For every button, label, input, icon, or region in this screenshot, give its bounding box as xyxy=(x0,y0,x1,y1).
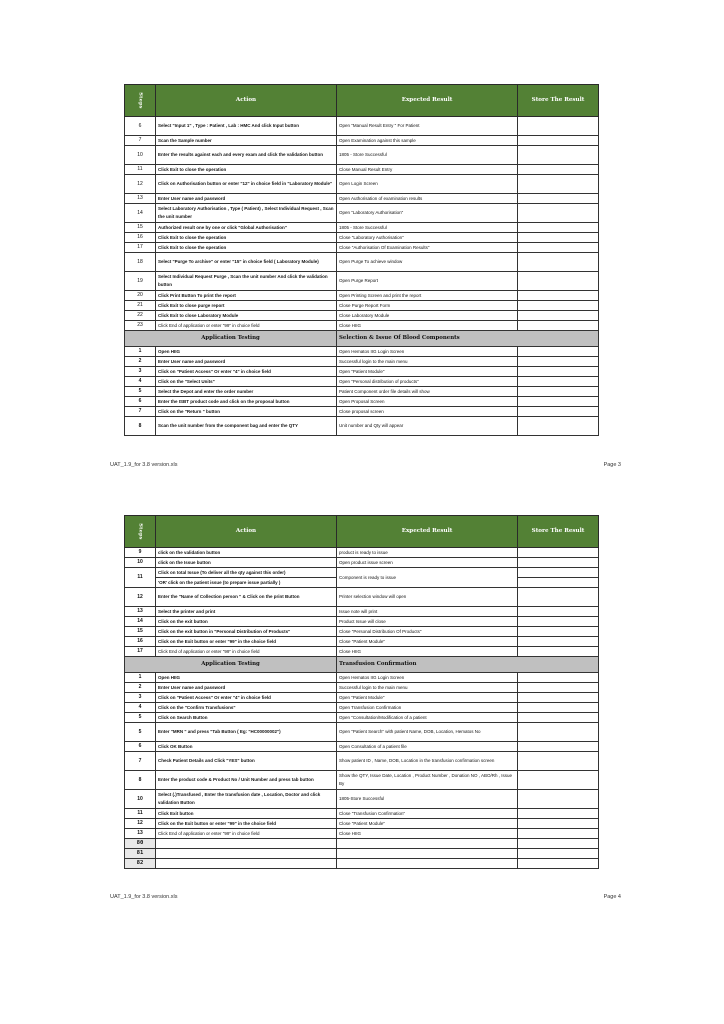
expected-result-cell: Open "Patient Search" with patient Name, DOB, Location, Hematos No xyxy=(337,723,518,742)
step-number: 21 xyxy=(125,301,156,311)
store-result-cell[interactable] xyxy=(518,819,599,829)
action-cell: Click End of application or enter "99" in choice field xyxy=(156,829,337,839)
action-cell-alternative: 'OR' click on the patient issue (to prepare issue partially ) xyxy=(156,578,337,588)
store-result-cell[interactable] xyxy=(518,136,599,146)
expected-result-cell: Close "Personal Distribution Of Products" xyxy=(337,627,518,637)
store-result-cell[interactable] xyxy=(518,253,599,272)
expected-result-cell: Open Hematos IIG Login Screen xyxy=(337,347,518,357)
action-cell: Click Exit to close Laboratory Module xyxy=(156,311,337,321)
action-cell: Click on the exit button xyxy=(156,617,337,627)
store-result-cell[interactable] xyxy=(518,194,599,204)
expected-result-cell: Open Consultation of a patient file xyxy=(337,742,518,752)
expected-result-cell: Patient Component order file details will show xyxy=(337,387,518,397)
store-result-cell[interactable] xyxy=(518,588,599,607)
expected-result-cell: Close "Patient Module" xyxy=(337,637,518,647)
test-steps-table-page-4 xyxy=(124,515,599,869)
store-result-cell[interactable] xyxy=(518,723,599,742)
table-row-empty xyxy=(125,849,599,859)
store-result-cell[interactable] xyxy=(518,578,599,588)
step-number: 10 xyxy=(125,790,156,809)
step-number: 2 xyxy=(125,683,156,693)
test-steps-table-page-3 xyxy=(124,84,599,436)
store-result-cell[interactable] xyxy=(518,771,599,790)
expected-result-cell: Open Purge To achieve window xyxy=(337,253,518,272)
expected-result-cell: Show the QTY, Issue Date, Location , Product Number , Donation NO , ABO/Rh , Issue By xyxy=(337,771,518,790)
table-header-row xyxy=(125,516,599,548)
store-result-cell[interactable] xyxy=(518,291,599,301)
table-row xyxy=(125,417,599,436)
store-result-cell[interactable] xyxy=(518,849,599,859)
table-row xyxy=(125,165,599,175)
action-cell: Check Patient Details and Click "YES" button xyxy=(156,752,337,771)
store-result-cell[interactable] xyxy=(518,387,599,397)
store-result-cell[interactable] xyxy=(518,627,599,637)
step-number: 7 xyxy=(125,136,156,146)
store-result-cell[interactable] xyxy=(518,607,599,617)
action-cell: Click on "Patient Access" Or enter "4" in choice field xyxy=(156,367,337,377)
step-number: 3 xyxy=(125,693,156,703)
store-result-cell[interactable] xyxy=(518,839,599,849)
expected-result-cell: Unit number and Qty will appear xyxy=(337,417,518,436)
store-result-cell[interactable] xyxy=(518,146,599,165)
table-row xyxy=(125,829,599,839)
step-number: 6 xyxy=(125,742,156,752)
step-number: 12 xyxy=(125,819,156,829)
step-number: 6 xyxy=(125,117,156,136)
step-number: 12 xyxy=(125,175,156,194)
section-header-row xyxy=(125,657,599,673)
store-result-cell[interactable] xyxy=(518,558,599,568)
action-cell: Select (.)Transfused , Enter the transfusion date , Location, Doctor and click validation Button xyxy=(156,790,337,809)
action-cell: Click Exit button xyxy=(156,809,337,819)
action-cell: Enter the ISBT product code and click on the proposal button xyxy=(156,397,337,407)
step-number: 13 xyxy=(125,194,156,204)
store-result-cell[interactable] xyxy=(518,321,599,331)
expected-result-cell: Open product issue screen xyxy=(337,558,518,568)
store-result-cell[interactable] xyxy=(518,617,599,627)
steps-column-header: Steps xyxy=(125,85,156,117)
step-number: 20 xyxy=(125,291,156,301)
step-number: 4 xyxy=(125,703,156,713)
step-number: 5 xyxy=(125,713,156,723)
expected-result-cell: Open Login Screen xyxy=(337,175,518,194)
store-result-cell[interactable] xyxy=(518,223,599,233)
expected-result-cell: Close Manual Result Entry xyxy=(337,165,518,175)
table-row xyxy=(125,377,599,387)
action-cell: Click Print Button To print the report xyxy=(156,291,337,301)
store-result-cell[interactable] xyxy=(518,165,599,175)
table-row-empty xyxy=(125,839,599,849)
section-title-left: Application Testing xyxy=(125,331,337,347)
store-result-cell[interactable] xyxy=(518,829,599,839)
action-cell: Click on the "Select Units" xyxy=(156,377,337,387)
action-cell: Click Exit to close the operation xyxy=(156,165,337,175)
expected-result-cell: Close "Authorisation Of Examination Results" xyxy=(337,243,518,253)
store-result-cell[interactable] xyxy=(518,683,599,693)
table-row xyxy=(125,790,599,809)
action-cell: Click on Authorisation button or enter "12" in choice field in "Laboratory Module" xyxy=(156,175,337,194)
table-row xyxy=(125,204,599,223)
action-cell: Scan the Sample number xyxy=(156,136,337,146)
step-number: 11 xyxy=(125,809,156,819)
store-result-cell[interactable] xyxy=(518,713,599,723)
step-number: 5 xyxy=(125,723,156,742)
action-cell xyxy=(156,859,337,869)
step-number: 4 xyxy=(125,377,156,387)
expected-result-cell: Close HIIG xyxy=(337,829,518,839)
action-cell: Click End of application or enter "99" in choice field xyxy=(156,647,337,657)
action-cell: Click on the Exit button or enter "99" in the choice field xyxy=(156,637,337,647)
step-number: 9 xyxy=(125,548,156,558)
table-row xyxy=(125,588,599,607)
expected-result-cell: Component is ready to issue xyxy=(337,568,518,588)
store-result-cell[interactable] xyxy=(518,647,599,657)
step-number: 82 xyxy=(125,859,156,869)
store-result-cell[interactable] xyxy=(518,243,599,253)
section-title-right: Selection & Issue Of Blood Components xyxy=(337,331,599,347)
table-row xyxy=(125,243,599,253)
table-row xyxy=(125,367,599,377)
table-row xyxy=(125,117,599,136)
step-number: 13 xyxy=(125,829,156,839)
step-number: 80 xyxy=(125,839,156,849)
table-row xyxy=(125,703,599,713)
expected-result-cell: Close HIIG xyxy=(337,647,518,657)
action-cell: Click OK Button xyxy=(156,742,337,752)
step-number: 13 xyxy=(125,607,156,617)
expected-result-cell: 1805-Store Successful xyxy=(337,790,518,809)
action-cell: Enter the "Name of Collection person " & Click on the print Button xyxy=(156,588,337,607)
store-result-cell[interactable] xyxy=(518,637,599,647)
store-result-cell[interactable] xyxy=(518,790,599,809)
step-number: 81 xyxy=(125,849,156,859)
action-cell: Scan the unit number from the component bag and enter the QTY xyxy=(156,417,337,436)
action-cell: Click on the "Return " button xyxy=(156,407,337,417)
table-row xyxy=(125,387,599,397)
action-cell: Select "Input 1" , Type : Patient , Lab : HMC And click Input button xyxy=(156,117,337,136)
action-cell: click on the validation button xyxy=(156,548,337,558)
step-number: 5 xyxy=(125,387,156,397)
table-row xyxy=(125,617,599,627)
action-cell: Open HIIG xyxy=(156,673,337,683)
store-result-cell[interactable] xyxy=(518,673,599,683)
table-row xyxy=(125,548,599,558)
expected-result-cell: Open Purge Report xyxy=(337,272,518,291)
expected-result-cell: Open "Patient Module" xyxy=(337,693,518,703)
expected-result-cell: Close HIIG xyxy=(337,321,518,331)
expected-result-cell: Product Issue will close xyxy=(337,617,518,627)
action-cell: Click End of application or enter "99" in choice field xyxy=(156,321,337,331)
step-number: 7 xyxy=(125,752,156,771)
action-cell: Click on the exit button in "Personal Distribution of Products" xyxy=(156,627,337,637)
table-row xyxy=(125,233,599,243)
store-result-cell[interactable] xyxy=(518,417,599,436)
table-row xyxy=(125,568,599,578)
action-cell xyxy=(156,849,337,859)
table-row xyxy=(125,627,599,637)
section-title-right: Transfusion Confirmation xyxy=(337,657,599,673)
store-result-cell[interactable] xyxy=(518,117,599,136)
expected-result-cell xyxy=(337,839,518,849)
expected-result-cell: Open Examination against this sample xyxy=(337,136,518,146)
table-row xyxy=(125,321,599,331)
expected-result-cell: Open "Manual Result Entry " For Patient xyxy=(337,117,518,136)
table-row xyxy=(125,742,599,752)
action-column-header: Action xyxy=(156,516,337,548)
store-result-cell[interactable] xyxy=(518,367,599,377)
expected-result-cell: Open Hematos IIG Login Screen xyxy=(337,673,518,683)
step-number: 16 xyxy=(125,637,156,647)
expected-result-cell: Open Proposal Screen xyxy=(337,397,518,407)
expected-result-cell: 1805 - Store Successful xyxy=(337,223,518,233)
store-result-cell[interactable] xyxy=(518,407,599,417)
step-number: 7 xyxy=(125,407,156,417)
table-row xyxy=(125,713,599,723)
action-cell: Enter "MRN " and press "Tab Button ( Eg: "HC00000002") xyxy=(156,723,337,742)
steps-column-header: Steps xyxy=(125,516,156,548)
table-row xyxy=(125,673,599,683)
step-number: 14 xyxy=(125,617,156,627)
step-number: 19 xyxy=(125,272,156,291)
expected-result-cell: Open "Laboratory Authorisation" xyxy=(337,204,518,223)
step-number: 14 xyxy=(125,204,156,223)
table-row xyxy=(125,301,599,311)
action-cell: Enter User name and password xyxy=(156,357,337,367)
page-footer-filename: UAT_1.9_for 3.8 version.xls xyxy=(110,894,178,900)
table-row xyxy=(125,819,599,829)
expected-result-cell: Close "Patient Module" xyxy=(337,819,518,829)
action-cell: Enter User name and password xyxy=(156,194,337,204)
store-result-cell[interactable] xyxy=(518,272,599,291)
store-result-cell[interactable] xyxy=(518,233,599,243)
store-result-cell[interactable] xyxy=(518,568,599,578)
page-footer-page-number: Page 3 xyxy=(603,462,621,468)
step-number: 16 xyxy=(125,233,156,243)
step-number: 17 xyxy=(125,243,156,253)
store-result-cell[interactable] xyxy=(518,693,599,703)
section-header-row xyxy=(125,331,599,347)
step-number: 22 xyxy=(125,311,156,321)
store-result-cell[interactable] xyxy=(518,397,599,407)
action-cell: Click on total Issue (To deliver all the qty against this order) xyxy=(156,568,337,578)
expected-result-cell: Open "Patient Module" xyxy=(337,367,518,377)
table-row xyxy=(125,194,599,204)
step-number: 18 xyxy=(125,253,156,272)
store-result-cell[interactable] xyxy=(518,377,599,387)
action-cell: Select the Depot and enter the order number xyxy=(156,387,337,397)
step-number: 8 xyxy=(125,771,156,790)
expected-result-cell: Close "Laboratory Authorisation" xyxy=(337,233,518,243)
expected-result-cell: Open Authorisation of examination results xyxy=(337,194,518,204)
action-cell: Click on the "Confirm Transfusions" xyxy=(156,703,337,713)
action-cell: click on the Issue button xyxy=(156,558,337,568)
store-result-cell[interactable] xyxy=(518,809,599,819)
page-footer-filename: UAT_1.9_for 3.8 version.xls xyxy=(110,462,178,468)
store-result-cell[interactable] xyxy=(518,175,599,194)
action-cell: Click on Search Button xyxy=(156,713,337,723)
table-row xyxy=(125,607,599,617)
table-row xyxy=(125,253,599,272)
step-number: 15 xyxy=(125,627,156,637)
action-cell: Enter User name and password xyxy=(156,683,337,693)
expected-result-cell: Close Purge Report Form xyxy=(337,301,518,311)
step-number: 17 xyxy=(125,647,156,657)
store-result-cell[interactable] xyxy=(518,752,599,771)
expected-result-cell: Successful login to the main menu xyxy=(337,683,518,693)
table-row xyxy=(125,752,599,771)
step-number: 1 xyxy=(125,673,156,683)
expected-result-cell: Open "Personal distribution of products" xyxy=(337,377,518,387)
store-result-cell[interactable] xyxy=(518,703,599,713)
action-cell: Select Individual Request Purge , Scan the unit number And click the validation button xyxy=(156,272,337,291)
expected-result-cell xyxy=(337,859,518,869)
action-column-header: Action xyxy=(156,85,337,117)
action-cell: Click Exit to close the operation xyxy=(156,243,337,253)
store-result-cell[interactable] xyxy=(518,311,599,321)
step-number: 12 xyxy=(125,588,156,607)
table-row xyxy=(125,683,599,693)
table-row xyxy=(125,347,599,357)
table-row xyxy=(125,558,599,568)
store-result-cell[interactable] xyxy=(518,859,599,869)
store-result-cell[interactable] xyxy=(518,204,599,223)
expected-result-cell: Close Laboratory Module xyxy=(337,311,518,321)
table-row xyxy=(125,311,599,321)
expected-result-cell: Close "Transfusion Confirmation" xyxy=(337,809,518,819)
action-cell: Enter the results against each and every exam and click the validation button xyxy=(156,146,337,165)
step-number: 2 xyxy=(125,357,156,367)
store-result-cell[interactable] xyxy=(518,548,599,558)
table-row xyxy=(125,771,599,790)
expected-result-cell: Issue note will print xyxy=(337,607,518,617)
table-row xyxy=(125,223,599,233)
action-cell xyxy=(156,839,337,849)
expected-result-cell xyxy=(337,849,518,859)
step-number: 1 xyxy=(125,347,156,357)
store-result-cell[interactable] xyxy=(518,742,599,752)
store-result-cell[interactable] xyxy=(518,301,599,311)
expected-result-cell: product is ready to issue xyxy=(337,548,518,558)
table-row xyxy=(125,693,599,703)
action-cell: Authorized result one by one or click "Global Authorisation" xyxy=(156,223,337,233)
action-cell: Select Laboratory Authorisation , Type ( Patient) , Select Individual Request , Scan the unit number xyxy=(156,204,337,223)
expected-result-cell: Open Printing Screen and print the report xyxy=(337,291,518,301)
expected-result-cell: Open Transfusion Confirmation xyxy=(337,703,518,713)
table-row xyxy=(125,723,599,742)
expected-result-cell: Close proposal screen xyxy=(337,407,518,417)
page-footer-page-number: Page 4 xyxy=(603,894,621,900)
step-number: 10 xyxy=(125,146,156,165)
store-result-column-header: Store The Result xyxy=(518,85,599,117)
step-number: 11 xyxy=(125,568,156,588)
store-result-cell[interactable] xyxy=(518,347,599,357)
expected-result-column-header: Expected Result xyxy=(337,516,518,548)
action-cell: Enter the product code & Product No / Unit Number and press tab button xyxy=(156,771,337,790)
table-row xyxy=(125,357,599,367)
table-row-empty xyxy=(125,859,599,869)
action-cell: Open HIIG xyxy=(156,347,337,357)
table-row xyxy=(125,146,599,165)
step-number: 23 xyxy=(125,321,156,331)
table-row xyxy=(125,397,599,407)
action-cell: Click Exit to close purge report xyxy=(156,301,337,311)
section-title-left: Application Testing xyxy=(125,657,337,673)
table-row xyxy=(125,291,599,301)
action-cell: Click on the Exit button or enter "99" in the choice field xyxy=(156,819,337,829)
expected-result-cell: Show patient ID , Name, DOB, Location in the transfusion confirmation screen xyxy=(337,752,518,771)
expected-result-cell: 1805 - Store Successful xyxy=(337,146,518,165)
expected-result-cell: Printer selection window will open xyxy=(337,588,518,607)
table-row xyxy=(125,407,599,417)
table-row xyxy=(125,637,599,647)
step-number: 3 xyxy=(125,367,156,377)
step-number: 8 xyxy=(125,417,156,436)
table-row xyxy=(125,809,599,819)
action-cell: Click on "Patient Access" Or enter "4" in choice field xyxy=(156,693,337,703)
step-number: 10 xyxy=(125,558,156,568)
expected-result-cell: Open "Consultation/Modification of a patient xyxy=(337,713,518,723)
store-result-column-header: Store The Result xyxy=(518,516,599,548)
action-cell: Click Exit to close the operation xyxy=(156,233,337,243)
table-row xyxy=(125,136,599,146)
table-header-row xyxy=(125,85,599,117)
table-row xyxy=(125,647,599,657)
step-number: 15 xyxy=(125,223,156,233)
expected-result-cell: Successful login to the main menu xyxy=(337,357,518,367)
step-number: 6 xyxy=(125,397,156,407)
action-cell: Select the printer and print xyxy=(156,607,337,617)
step-number: 11 xyxy=(125,165,156,175)
table-row xyxy=(125,272,599,291)
table-row xyxy=(125,175,599,194)
action-cell: Select "Purge To archive" or enter "15" in choice field ( Laboratory Module) xyxy=(156,253,337,272)
store-result-cell[interactable] xyxy=(518,357,599,367)
expected-result-column-header: Expected Result xyxy=(337,85,518,117)
